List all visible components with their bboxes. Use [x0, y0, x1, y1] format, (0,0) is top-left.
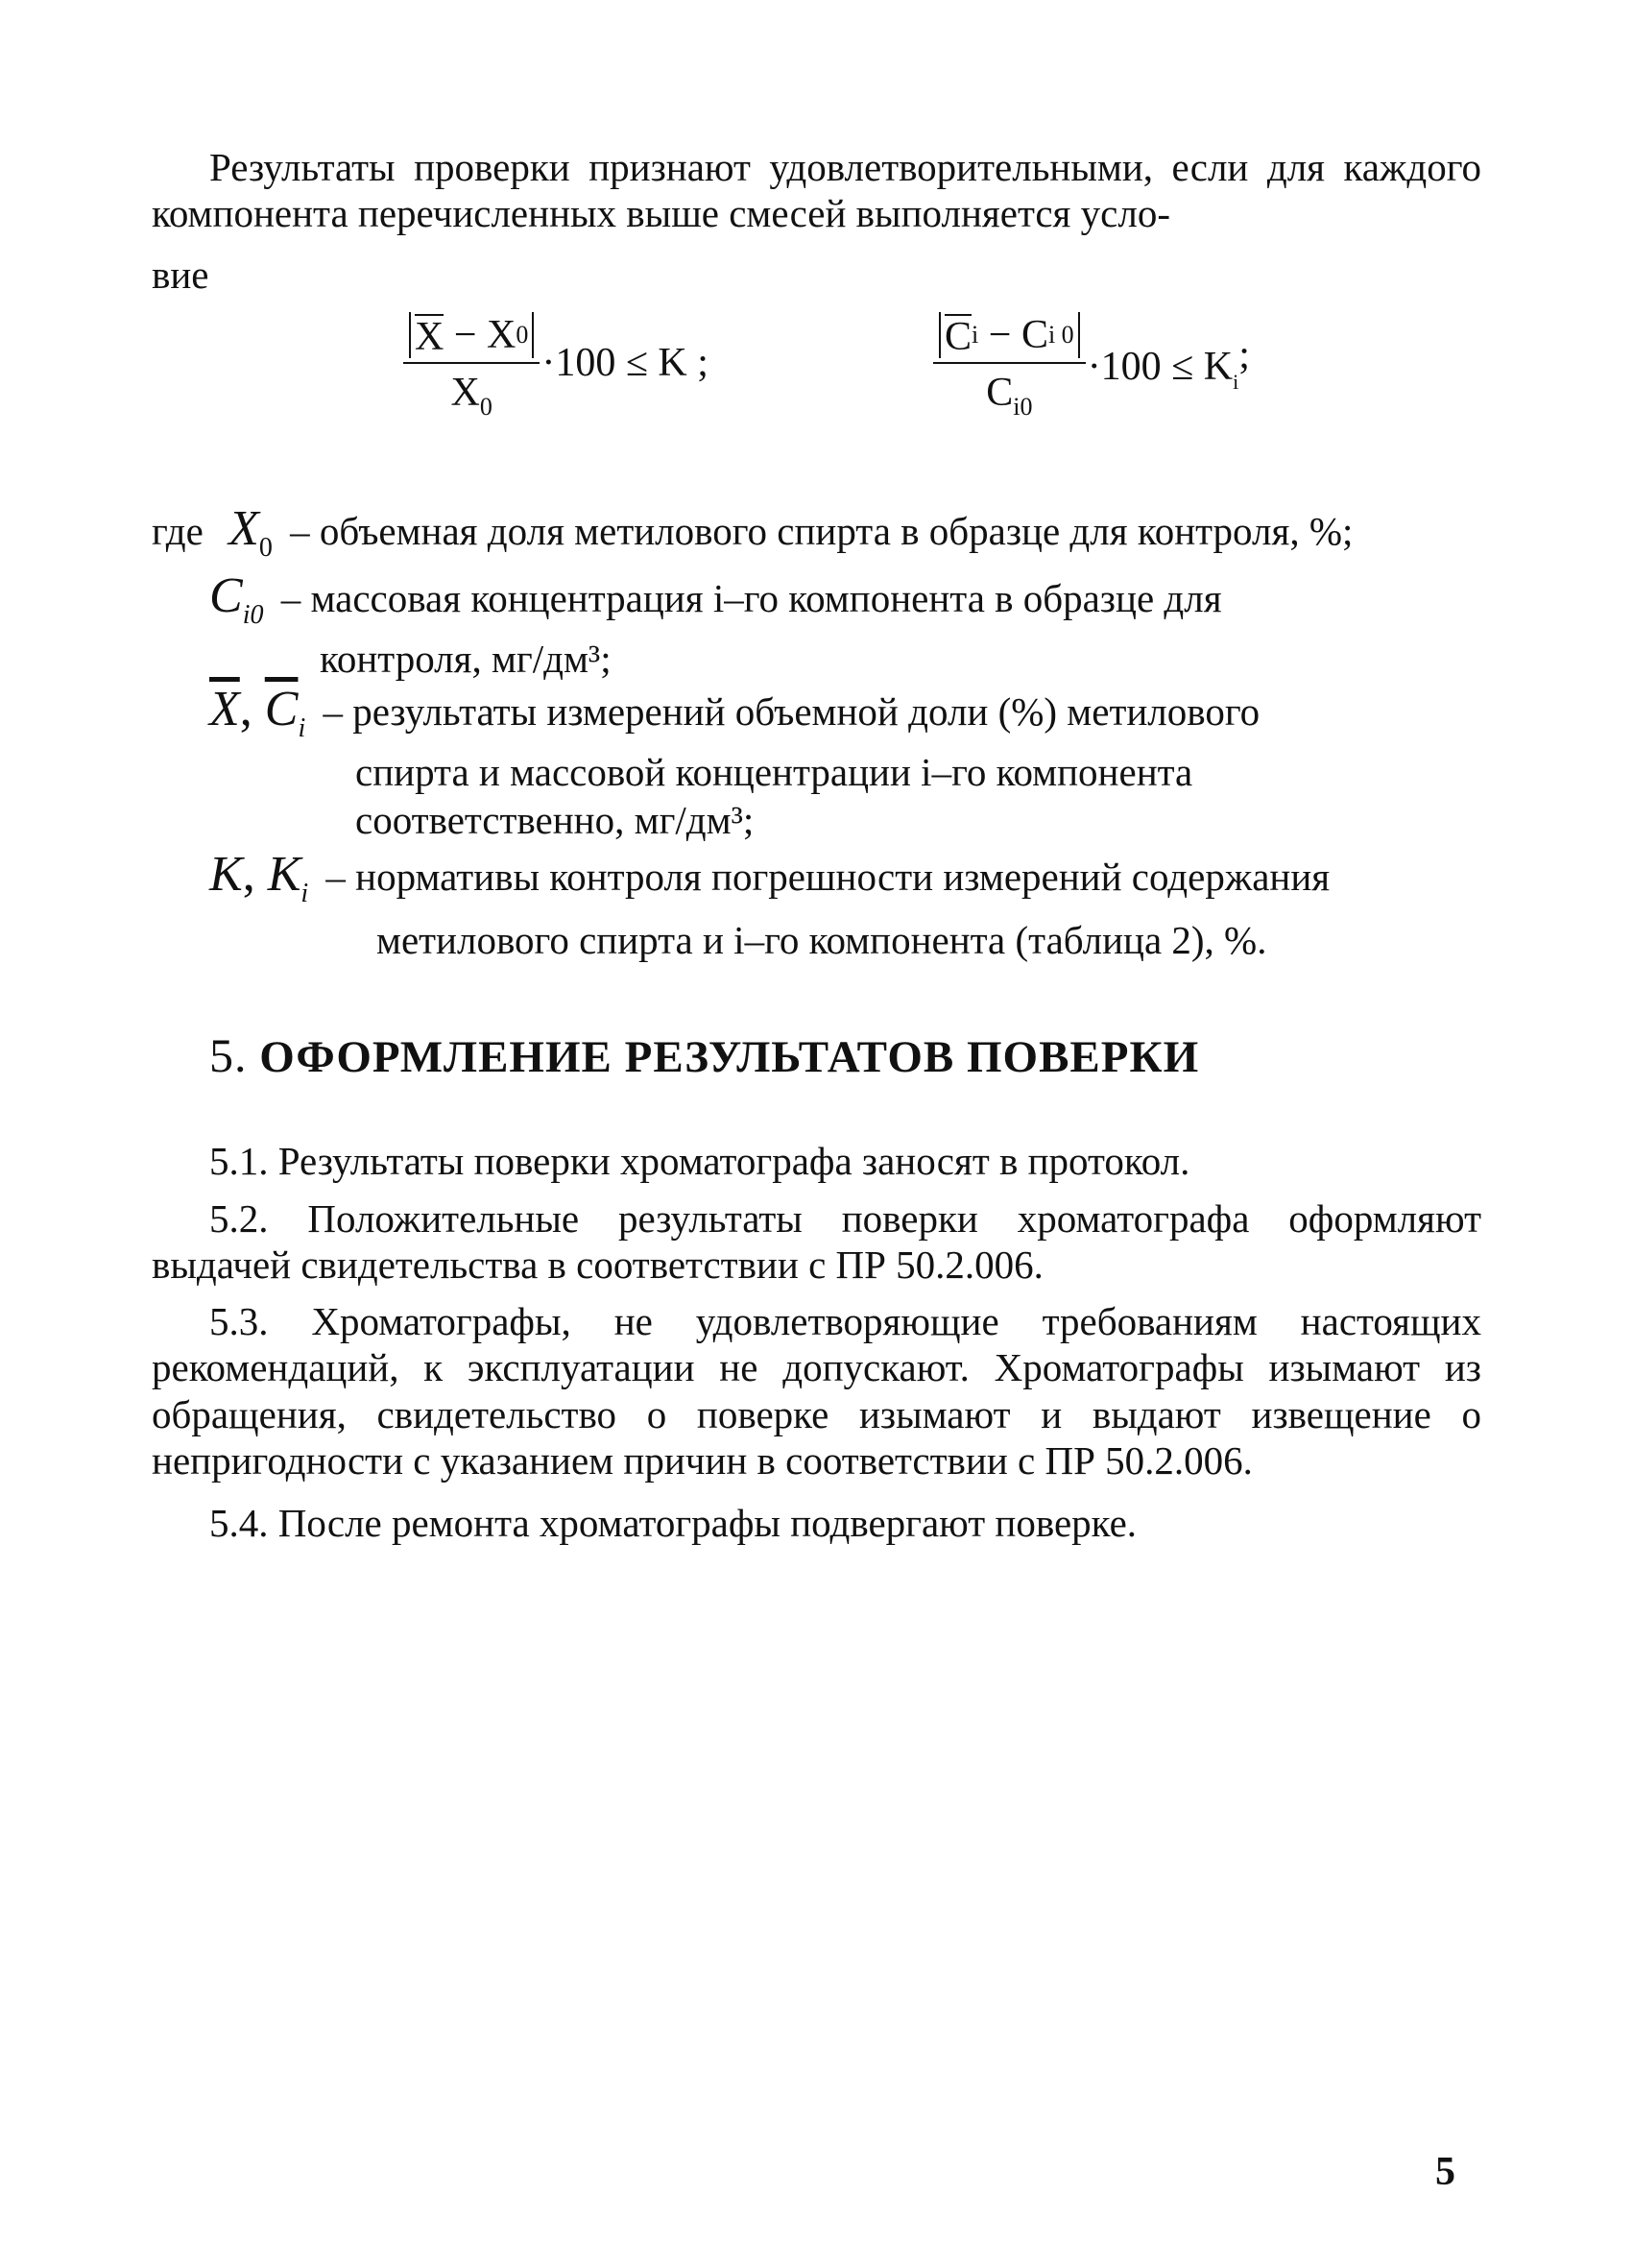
intro-last-word: вие: [152, 253, 209, 297]
definition-xbar-text: – результаты измерений объемной доли (%) метилового: [323, 689, 1261, 734]
symbol-c-bar: $\overline{C}$: [264, 682, 299, 736]
symbol-ci0: C: [209, 568, 243, 623]
definition-x0-text: – объемная доля метилового спирта в образце для контроля, %;: [290, 509, 1354, 553]
c-symbol: C: [1021, 313, 1048, 357]
minus-sign: −: [978, 313, 1021, 357]
intro-paragraph: [152, 144, 1481, 237]
definition-xbar-continuation-1: спирта и массовой концентрации i–го компонента: [355, 750, 1193, 794]
paragraph-5-2: [152, 1195, 1481, 1289]
intro-last-line: [152, 252, 209, 298]
definition-xbar-cont1: [355, 749, 1192, 795]
fraction-c: [933, 312, 1086, 422]
formula-c-condition: [1088, 332, 1250, 395]
symbol-comma: ,: [239, 682, 265, 736]
intro-text: Результаты проверки признают удовлетворительными, если для каждого компонента перечисленных выше смесей выполняется усло-: [152, 145, 1481, 236]
fraction-x: [403, 312, 540, 422]
symbol-x-bar: $\overline{X}$: [209, 682, 240, 736]
den-x-symbol: X: [450, 371, 480, 415]
definition-xbar-cbar: [209, 680, 1457, 744]
definition-k-ki: [209, 845, 1496, 909]
den-c-symbol: C: [986, 371, 1014, 415]
paragraph-5-1: [152, 1138, 1481, 1184]
definition-k-text: – нормативы контроля погрешности измерений содержания: [325, 855, 1331, 899]
paragraph-5-3: [152, 1298, 1481, 1484]
fraction-c-numerator: [933, 312, 1086, 364]
definition-ci0-text: – массовая концентрация i–го компонента в образце для: [280, 576, 1222, 620]
formula-relative-error-c: [933, 312, 1250, 422]
abs-x-diff: [409, 312, 534, 358]
symbol-k: K: [209, 847, 243, 902]
section-heading: [209, 1027, 1199, 1083]
definition-xbar-continuation-2: соответственно, мг/дм³;: [355, 798, 755, 842]
definition-xbar-cont2: [355, 797, 754, 843]
paragraph-5-2-text: 5.2. Положительные результаты поверки хроматографа оформляют выдачей свидетельства в соответствии с ПР 50.2.006.: [152, 1196, 1481, 1288]
definition-x0: [152, 499, 1496, 564]
symbol-ki: K: [267, 847, 301, 902]
symbol-ci0-subscript: i0: [242, 600, 264, 630]
definition-ci0-cont: [320, 636, 612, 682]
den-x-subscript: 0: [479, 393, 492, 421]
fraction-c-denominator: [986, 364, 1032, 422]
paragraph-5-3-text: 5.3. Хроматографы, не удовлетворяющие требованиям настоящих рекомендаций, к эксплуатации не допускают. Хроматографы изымают из обращения, свидетельство о поверке изымают и выдают извещение о непригодности с указанием причин в соответствии с ПР 50.2.006.: [152, 1299, 1481, 1484]
fraction-x-numerator: [403, 312, 540, 364]
symbol-comma: ,: [242, 847, 268, 902]
c-bar-subscript: i: [972, 321, 979, 349]
symbol-ki-subscript: i: [300, 879, 309, 908]
k-subscript: i: [1233, 369, 1239, 394]
definition-k-cont: [376, 917, 1266, 963]
formula-c-semicolon: ;: [1238, 332, 1250, 377]
paragraph-5-4-text: 5.4. После ремонта хроматографы подвергают поверке.: [209, 1501, 1138, 1545]
section-title: ОФОРМЛЕНИЕ РЕЗУЛЬТАТОВ ПОВЕРКИ: [247, 1032, 1200, 1082]
section-number: 5.: [209, 1028, 248, 1082]
formula-x-condition: ·100 ≤ K ;: [541, 341, 708, 385]
where-label: где: [152, 509, 204, 553]
symbol-x0-subscript: 0: [258, 533, 273, 563]
x-bar: X: [415, 314, 444, 359]
x0-symbol: X: [487, 313, 516, 357]
den-c-subscript: i0: [1013, 393, 1033, 421]
c-subscript: i 0: [1047, 321, 1074, 349]
paragraph-5-1-text: 5.1. Результаты поверки хроматографа заносят в протокол.: [209, 1139, 1190, 1183]
definition-k-continuation: метилового спирта и i–го компонента (таблица 2), %.: [376, 918, 1267, 962]
minus-sign: −: [444, 313, 488, 357]
fraction-x-denominator: [451, 364, 492, 422]
c-bar: C: [945, 314, 973, 359]
symbol-x0: X: [228, 501, 259, 556]
formula-c-condition-text: ·100 ≤ K: [1087, 344, 1234, 389]
definition-ci0-continuation: контроля, мг/дм³;: [320, 637, 612, 681]
definition-ci0: [209, 567, 1457, 631]
formula-relative-error-x: [403, 312, 708, 422]
symbol-c-bar-subscript: i: [298, 713, 306, 743]
x0-subscript: 0: [516, 321, 529, 349]
abs-c-diff: [939, 312, 1080, 358]
page-number: 5: [1435, 2150, 1455, 2194]
paragraph-5-4: [152, 1500, 1481, 1546]
